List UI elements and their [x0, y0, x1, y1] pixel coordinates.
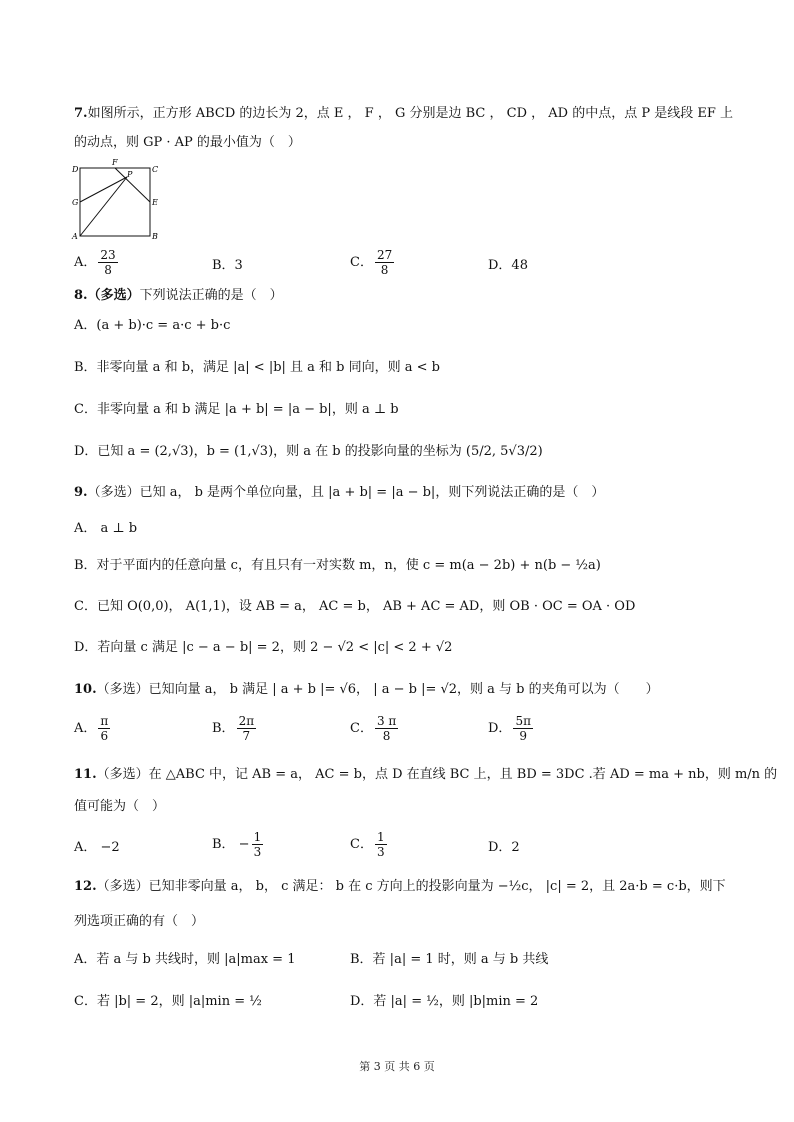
q11-c-den: 3 [376, 845, 385, 859]
q7-c-den: 8 [380, 263, 389, 277]
label-a: A [72, 232, 78, 240]
q11-option-c [350, 830, 389, 859]
q11-c-fraction [375, 830, 387, 859]
label-d: D [72, 165, 79, 174]
q11-line1 [74, 765, 778, 785]
label-g: G [72, 198, 79, 207]
q8-option-a: A．(a + b)·c = a·c + b·c [74, 318, 231, 333]
label-b: B [152, 232, 158, 240]
q8-tag: （多选） [87, 288, 140, 303]
q8-number: 8. [74, 288, 88, 303]
q10-option-d [488, 714, 535, 743]
q11-option-a: A． −2 [74, 840, 120, 855]
q7-option-d: D．48 [488, 258, 528, 273]
q10-a-den: 6 [100, 729, 109, 743]
q10-a-fraction [98, 714, 110, 743]
q10-c-label: C． [350, 721, 373, 736]
q10-option-a [74, 714, 112, 743]
q11-b-den: 3 [253, 845, 262, 859]
q8-option-d: D．已知 a = (2,√3)，b = (1,√3)，则 a 在 b 的投影向量的坐标为 (5/2, 5√3/2) [74, 444, 543, 459]
q10-b-num: 2π [238, 714, 255, 728]
q7-a-den: 8 [104, 263, 112, 277]
q10-c-den: 8 [382, 729, 391, 743]
q7-option-b: B．3 [212, 258, 243, 273]
q11-b-num: 1 [253, 830, 262, 844]
q7-c-label: C． [350, 255, 373, 270]
q10-a-num: π [100, 714, 109, 728]
segment-gp [80, 177, 127, 202]
q10-d-num: 5π [515, 714, 531, 728]
q10-c-num: 3 π [376, 714, 397, 728]
q12-line1 [74, 877, 724, 897]
q11-c-num: 1 [376, 830, 385, 844]
q9-option-b: B．对于平面内的任意向量 c，有且只有一对实数 m，n，使 c = m(a − 2b) + n(b − ½a) [74, 558, 601, 573]
label-p: P [127, 170, 133, 179]
q10-b-den: 7 [242, 729, 251, 743]
q11-b-fraction [252, 830, 264, 859]
q10-b-fraction [237, 714, 257, 743]
q11-line2: 值可能为（ ） [74, 799, 166, 814]
q7-option-a [74, 248, 120, 277]
q11-option-b [212, 830, 265, 859]
q7-a-fraction [98, 248, 117, 277]
q10-stem [74, 680, 724, 700]
q9-option-a: A． a ⊥ b [74, 521, 138, 536]
q7-number: 7. [74, 106, 88, 121]
q7-a-label: A． [74, 255, 97, 270]
q10-option-b [212, 714, 258, 743]
q7-c-fraction [375, 248, 394, 277]
q10-d-fraction [513, 714, 533, 743]
q7-c-num: 27 [376, 248, 393, 262]
q7-text-line1: 如图所示，正方形 ABCD 的边长为 2，点 E ， F ， G 分别是边 BC ， CD ， AD 的中点，点 P 是线段 EF 上 [87, 106, 733, 121]
q12-text-line1: （多选）已知非零向量 a， b， c 满足： b 在 c 方向上的投影向量为 −½c， |c| = 2，且 2a·b = c·b，则下 [96, 879, 726, 894]
q7-a-num: 23 [100, 248, 116, 262]
q7-option-c [350, 248, 396, 277]
q8-option-c: C．非零向量 a 和 b 满足 |a + b| = |a − b|，则 a ⊥ b [74, 402, 399, 417]
label-f: F [112, 158, 118, 167]
q12-option-b: B．若 |a| = 1 时，则 a 与 b 共线 [350, 952, 549, 967]
q9-option-c: C．已知 O(0,0)， A(1,1)，设 AB = a， AC = b， AB + AC = AD，则 OB · OC = OA · OD [74, 599, 636, 614]
segment-ap [80, 177, 127, 236]
q10-d-den: 9 [519, 729, 528, 743]
q11-c-label: C． [350, 837, 373, 852]
q9-stem [74, 483, 724, 503]
q8-option-b: B．非零向量 a 和 b，满足 |a| < |b| 且 a 和 b 同向，则 a < b [74, 360, 440, 375]
q10-number: 10. [74, 682, 97, 697]
q12-option-a: A．若 a 与 b 共线时，则 |a|max = 1 [74, 952, 296, 967]
q7-line2: 的动点，则 GP · AP 的最小值为（ ） [74, 135, 301, 150]
q10-a-label: A． [74, 721, 97, 736]
q12-option-d: D．若 |a| = ½，则 |b|min = 2 [350, 994, 539, 1009]
q11-text-line1: （多选）在 △ABC 中，记 AB = a， AC = b，点 D 在直线 BC 上，且 BD = 3DC .若 AD = ma + nb，则 m/n 的 [96, 767, 778, 782]
page-footer: 第 3 页 共 6 页 [359, 1060, 435, 1073]
label-e: E [152, 198, 158, 207]
q8-stem [74, 286, 724, 306]
q11-number: 11. [74, 767, 97, 782]
q9-number: 9. [74, 485, 88, 500]
q12-line2: 列选项正确的有（ ） [74, 914, 205, 929]
q10-stem-text: （多选）已知向量 a， b 满足 | a + b |= √6， | a − b |= √2，则 a 与 b 的夹角可以为（ ） [96, 682, 659, 697]
q10-d-label: D． [488, 721, 512, 736]
q9-stem-text: （多选）已知 a， b 是两个单位向量，且 |a + b| = |a − b|，则下列说法正确的是（ ） [87, 485, 605, 500]
q12-number: 12. [74, 879, 97, 894]
square-abcd [80, 168, 150, 236]
label-c: C [152, 165, 159, 174]
q10-c-fraction [375, 714, 398, 743]
q12-option-c: C．若 |b| = 2，则 |a|min = ½ [74, 994, 262, 1009]
q10-b-label: B． [212, 721, 235, 736]
q7-square-figure [70, 158, 160, 240]
q10-option-c [350, 714, 400, 743]
q11-b-label: B． − [212, 837, 250, 852]
q11-option-d: D．2 [488, 840, 520, 855]
q8-stem-text: 下列说法正确的是（ ） [139, 288, 283, 303]
q9-option-d: D．若向量 c 满足 |c − a − b| = 2，则 2 − √2 < |c| < 2 + √2 [74, 640, 453, 655]
q7-line1 [74, 104, 733, 124]
